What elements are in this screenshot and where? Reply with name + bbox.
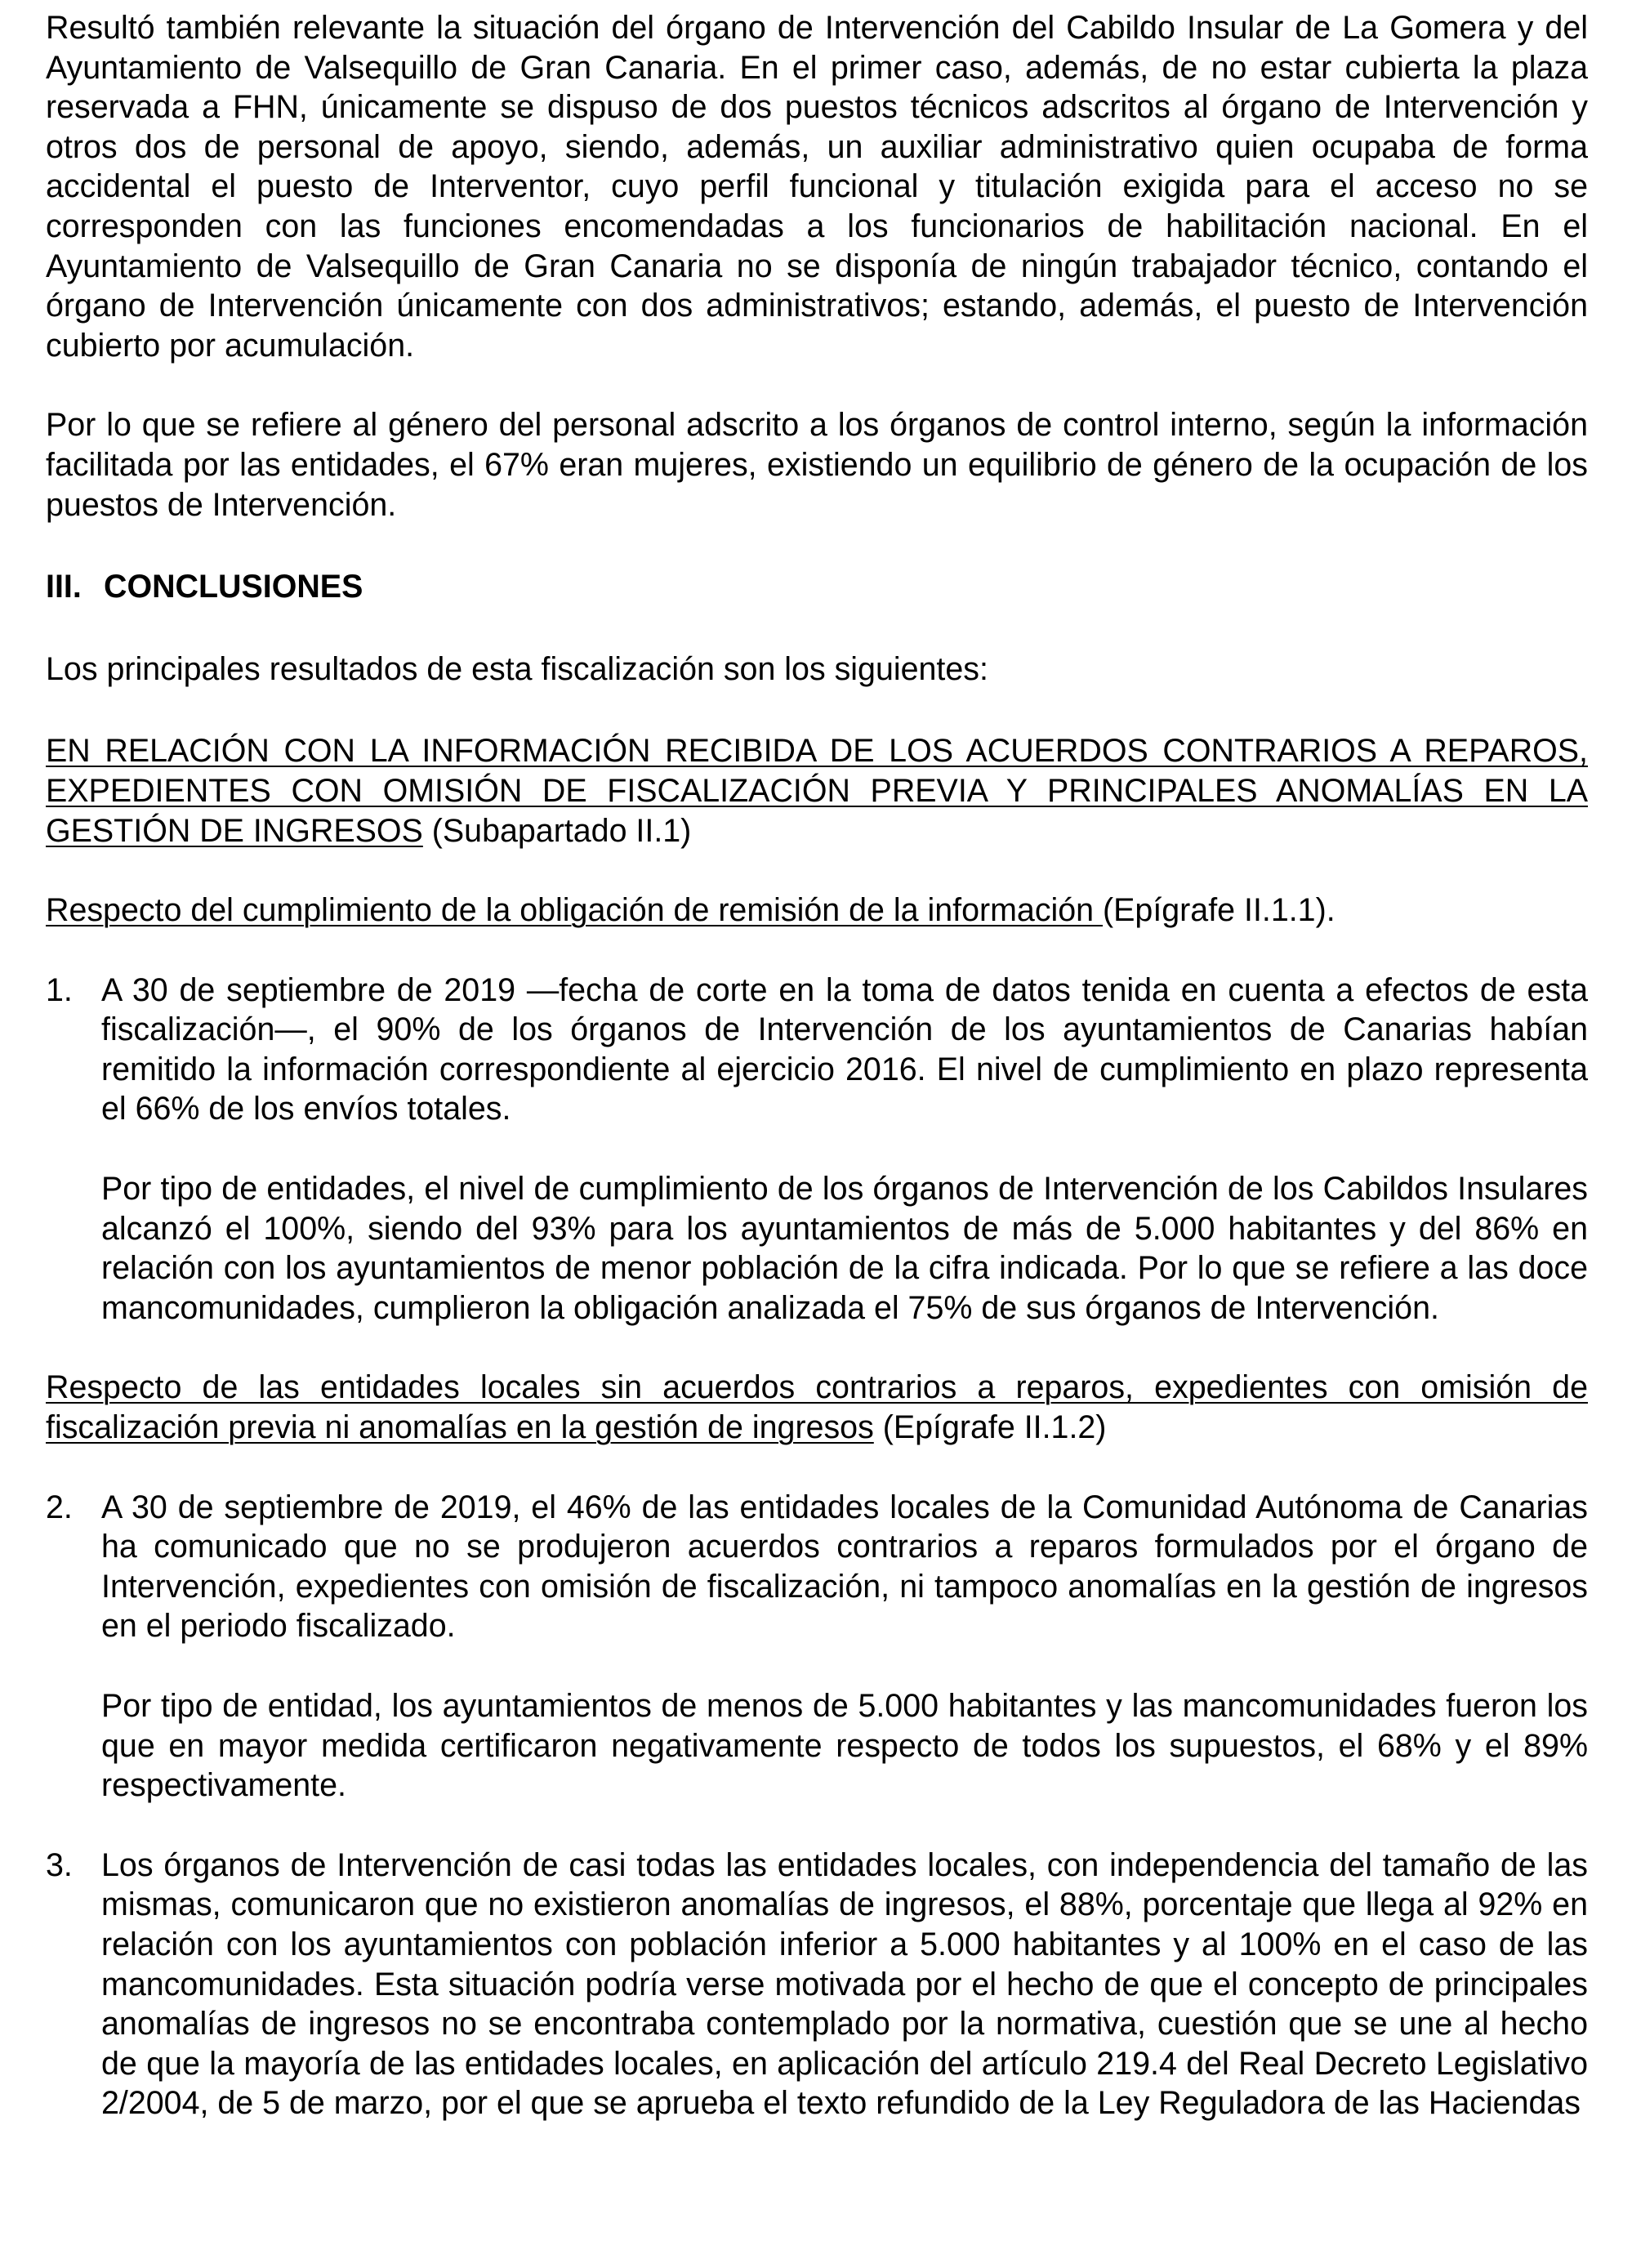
item-text: A 30 de septiembre de 2019 —fecha de corte en la toma de datos tenida en cuenta a efectos de esta fiscalización—, el 90% de los órganos de Intervención de los ayuntamientos de Canarias habían remitido la información correspondiente al ejercicio 2016. El nivel de cumplimiento en plazo representa el 66% de los envíos totales.	[101, 971, 1588, 1127]
item-number: 1.	[46, 971, 73, 1008]
item-text: A 30 de septiembre de 2019, el 46% de las entidades locales de la Comunidad Autónoma de Canarias ha comunicado que no se produjeron acuerdos contrarios a reparos formulados por el órgano de Intervención, expedientes con omisión de fiscalización, ni tampoco anomalías en la gestión de ingresos en el periodo fiscalizado.	[101, 1489, 1588, 1645]
item-text: Los órganos de Intervención de casi todas las entidades locales, con independencia del tamaño de las mismas, comunicaron que no existieron anomalías de ingresos, el 88%, porcentaje que llega al 92% en relación con los ayuntamientos con población inferior a 5.000 habitantes y al 100% en el caso de las mancomunidades. Esta situación podría verse motivada por el hecho de que el concepto de principales anomalías de ingresos no se encontraba contemplado por la normativa, cuestión que se une al hecho de que la mayoría de las entidades locales, en aplicación del artículo 219.4 del Real Decreto Legislativo 2/2004, de 5 de marzo, por el que se aprueba el texto refundido de la Ley Reguladora de las Haciendas	[101, 1846, 1588, 2122]
subheading-reference: (Epígrafe II.1.2)	[873, 1409, 1107, 1446]
subheading-underlined-text: Respecto de las entidades locales sin acuerdos contrarios a reparos, expedientes con omisión de fiscalización previa ni anomalías en la gestión de ingresos	[46, 1369, 1588, 1446]
subheading-underlined-text: Respecto del cumplimiento de la obligación de remisión de la información	[46, 892, 1104, 929]
section-heading	[46, 567, 1588, 607]
conclusion-item-3	[46, 1846, 1588, 2123]
subheading-remission-compliance	[46, 891, 1588, 931]
paragraph-staffing-situation: Resultó también relevante la situación del órgano de Intervención del Cabildo Insular de La Gomera y del Ayuntamiento de Valsequillo de Gran Canaria. En el primer caso, además, de no estar cubierta la plaza reservada a FHN, únicamente se dispuso de dos puestos técnicos adscritos al órgano de Intervención y otros dos de personal de apoyo, siendo, además, un auxiliar administrativo quien ocupaba de forma accidental el puesto de Interventor, cuyo perfil funcional y titulación exigida para el acceso no se corresponden con las funciones encomendadas a los funcionarios de habilitación nacional. En el Ayuntamiento de Valsequillo de Gran Canaria no se disponía de ningún trabajador técnico, contando el órgano de Intervención únicamente con dos administrativos; estando, además, el puesto de Intervención cubierto por acumulación.	[46, 10, 1588, 364]
subheading-entities-without-reparos	[46, 1368, 1588, 1447]
conclusion-item-2	[46, 1488, 1588, 1646]
document-page	[46, 8, 1588, 2123]
intro-paragraph: Los principales resultados de esta fiscalización son los siguientes:	[46, 650, 988, 687]
subheading-reference: (Epígrafe II.1.1).	[1103, 892, 1335, 929]
section-title: CONCLUSIONES	[104, 569, 363, 605]
paragraph-gender-distribution: Por lo que se refiere al género del personal adscrito a los órganos de control interno, según la información facilitada por las entidades, el 67% eran mujeres, existiendo un equilibrio de género de la ocupación de los puestos de Intervención.	[46, 407, 1588, 523]
section-number: III.	[46, 569, 82, 605]
subheading-underlined-text: EN RELACIÓN CON LA INFORMACIÓN RECIBIDA DE LOS ACUERDOS CONTRARIOS A REPAROS, EXPEDIENTES CON OMISIÓN DE FISCALIZACIÓN PREVIA Y PRINCIPALES ANOMALÍAS EN LA GESTIÓN DE INGRESOS	[46, 733, 1588, 849]
item-number: 3.	[46, 1846, 73, 1883]
subheading-reference: (Subapartado II.1)	[422, 812, 692, 849]
subheading-information-received	[46, 731, 1588, 850]
item-number: 2.	[46, 1489, 73, 1525]
item-1-continuation: Por tipo de entidades, el nivel de cumplimiento de los órganos de Intervención de los Cabildos Insulares alcanzó el 100%, siendo del 93% para los ayuntamientos de más de 5.000 habitantes y del 86% en relación con los ayuntamientos de menor población de la cifra indicada. Por lo que se refiere a las doce mancomunidades, cumplieron la obligación analizada el 75% de sus órganos de Intervención.	[101, 1171, 1588, 1326]
item-2-continuation: Por tipo de entidad, los ayuntamientos de menos de 5.000 habitantes y las mancomunidades fueron los que en mayor medida certificaron negativamente respecto de todos los supuestos, el 68% y el 89% respectivamente.	[101, 1688, 1588, 1804]
conclusion-item-1	[46, 971, 1588, 1129]
